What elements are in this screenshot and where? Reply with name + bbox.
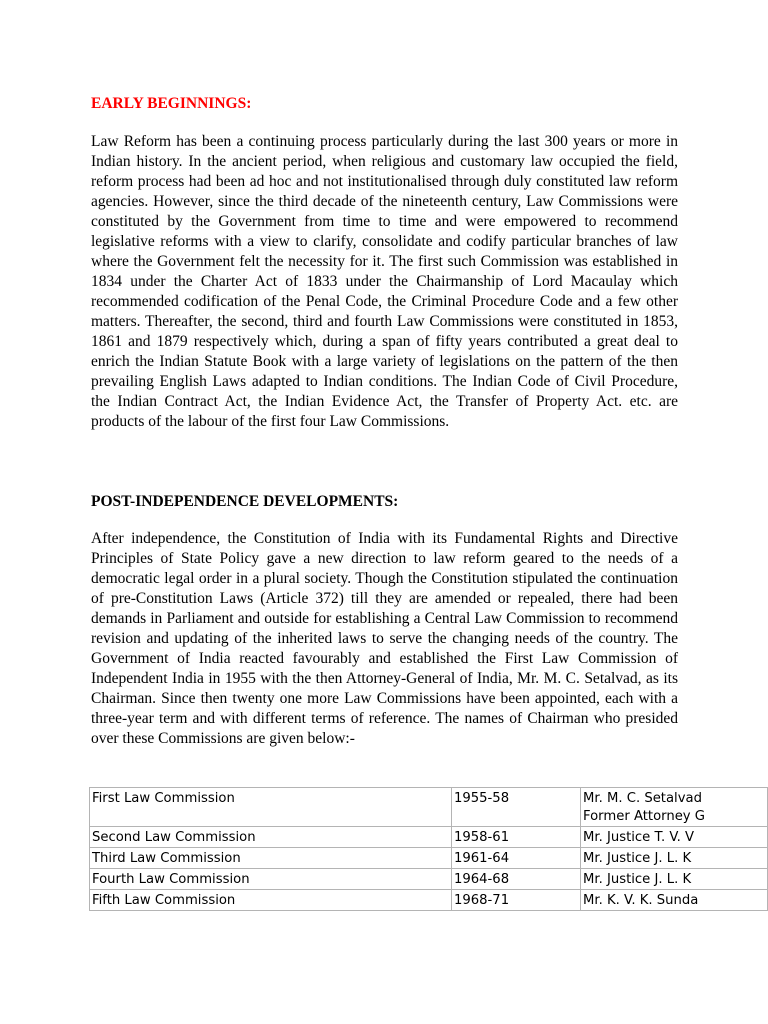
table-row xyxy=(90,869,768,890)
table-row xyxy=(90,827,768,848)
commission-name-cell: Fourth Law Commission xyxy=(90,869,452,890)
chairman-title: Former Attorney G xyxy=(583,809,706,824)
commission-chairman-cell: Mr. Justice J. L. K xyxy=(581,869,768,890)
commission-chairman-cell: Mr. Justice T. V. V xyxy=(581,827,768,848)
post-independence-heading: POST-INDEPENDENCE DEVELOPMENTS: xyxy=(91,493,399,510)
early-beginnings-paragraph: Law Reform has been a continuing process particularly during the last 300 years or more in Indian history. In the ancient period, when religious and customary law occupied the field, reform process had been ad hoc and not institutionalised through duly constituted law reform agencies. However, since the third decade of the nineteenth century, Law Commissions were constituted by the Government from time to time and were empowered to recommend legislative reforms with a view to clarify, consolidate and codify particular branches of law where the Government felt the necessity for it. The first such Commission was established in 1834 under the Charter Act of 1833 under the Chairmanship of Lord Macaulay which recommended codification of the Penal Code, the Criminal Procedure Code and a few other matters. Thereafter, the second, third and fourth Law Commissions were constituted in 1853, 1861 and 1879 respectively which, during a span of fifty years contributed a great deal to enrich the Indian Statute Book with a large variety of legislations on the pattern of the then prevailing English Laws adapted to Indian conditions. The Indian Code of Civil Procedure, the Indian Contract Act, the Indian Evidence Act, the Transfer of Property Act. etc. are products of the labour of the first four Law Commissions. xyxy=(91,133,678,430)
commission-chairman-cell: Mr. Justice J. L. K xyxy=(581,848,768,869)
commission-chairman-cell xyxy=(581,788,768,827)
commission-years-cell: 1968-71 xyxy=(451,890,580,911)
commission-name-cell: Third Law Commission xyxy=(90,848,452,869)
commission-name-cell: Fifth Law Commission xyxy=(90,890,452,911)
commission-years-cell: 1955-58 xyxy=(451,788,580,827)
table-row xyxy=(90,890,768,911)
commission-years-cell: 1958-61 xyxy=(451,827,580,848)
chairman-name: Mr. M. C. Setalvad xyxy=(583,791,702,806)
commission-chairman-cell: Mr. K. V. K. Sunda xyxy=(581,890,768,911)
early-beginnings-heading: EARLY BEGINNINGS: xyxy=(91,95,252,112)
post-independence-paragraph: After independence, the Constitution of India with its Fundamental Rights and Directive Principles of State Policy gave a new direction to law reform geared to the needs of a democratic legal order in a plural society. Though the Constitution stipulated the continuation of pre-Constitution Laws (Article 372) till they are amended or repealed, there had been demands in Parliament and outside for establishing a Central Law Commission to recommend revision and updating of the inherited laws to serve the changing needs of the country. The Government of India reacted favourably and established the First Law Commission of Independent India in 1955 with the then Attorney-General of India, Mr. M. C. Setalvad, as its Chairman. Since then twenty one more Law Commissions have been appointed, each with a three-year term and with different terms of reference. The names of Chairman who presided over these Commissions are given below:- xyxy=(91,530,678,747)
law-commissions-table xyxy=(89,787,768,911)
commission-years-cell: 1964-68 xyxy=(451,869,580,890)
commission-name-cell: Second Law Commission xyxy=(90,827,452,848)
commission-name-cell: First Law Commission xyxy=(90,788,452,827)
table-row xyxy=(90,848,768,869)
table-row xyxy=(90,788,768,827)
commission-years-cell: 1961-64 xyxy=(451,848,580,869)
